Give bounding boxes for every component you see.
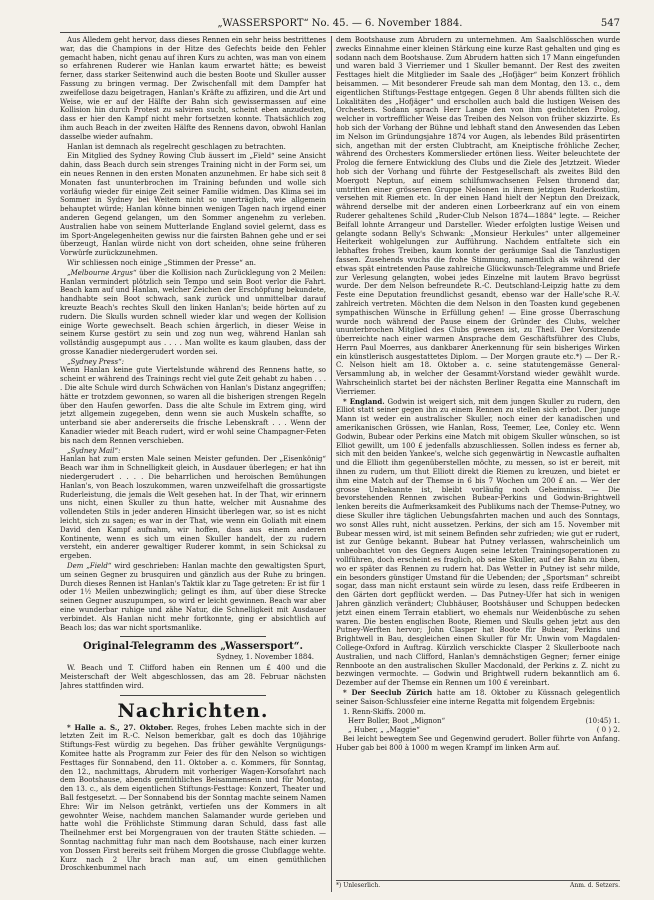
race-entrant: „ Huber, „ „Maggie“ bbox=[348, 726, 420, 735]
column-divider bbox=[331, 36, 332, 892]
race-result: ( 0 ) 2. bbox=[596, 726, 620, 735]
article-paragraph: Wir schliessen noch einige „Stimmen der Presse“ an. bbox=[67, 258, 256, 267]
race-entrant: Herr Boller, Boot „Mignon“ bbox=[348, 717, 446, 726]
news-item bbox=[60, 724, 326, 874]
news-item-heading: * England. bbox=[343, 396, 385, 406]
article-paragraph: dem Bootshause zum Abrudern zu unternehmen. Am Saalschlösschen wurde zwecks Einnahme einer kleinen Stärkung eine kurze Rast gehalten und ging es sodann nach dem Bootshause. Zum Abrudern hatten sich 17 Mann eingefunden und waren bald 3 Vierriemer und 1 Skuller bemannt. Der Rest des zweiten Festtages hielt die Mitglieder im Saale des „Hofjäger“ beim Konzert fröhlich beisammen. — Mit besonderer Freude sah man dem Montag, den 13. c., dem eigentlichen Stiftungs-Festtage entgegen. Gegen 8 Uhr abends füllten sich die Lokalitäten des „Hofjäger“ und erschollen auch bald die lustigen Weisen des Orchesters. Sodann sprach Herr Lange den von ihm gedichteten Prolog, welcher in vortrefflicher Weise das Treiben des Nelson von früher skizzirte. Es hob sich der Vorhang der Bühne und lebhaft stand den Anwesenden das Leben im Nelson im Gründungsjahre 1874 vor Augen, als lebendes Bild präsentirten sich, angethan mit der ersten Clubtracht, am Kneiptische fröhliche Zecher, während des Orchesters Kommerslieder ertönen liess. Weiter beleuchtete der Prolog die fernere Entwicklung des Clubs und die Ziele des Jetztzeit. Wieder hob sich der Vorhang und führte der Festgesellschaft als zweites Bild den Moergott Neptun, auf einem schilfumwachsenen Felsen thronend dar, umtritten einer grösseren Gruppe Nelsonen in ihrem jetzigen Ruderkostüm, versehen mit Riemen etc. In der einen Hand hielt der Neptun den Dreizack, während derselbe mit der anderen einen Lorbeerkranz auf ein von einem Ruderer gehaltenes Schild „Ruder-Club Nelson 1874—1884“ legte. — Reicher Beifall lohnte Arrangeur und Darsteller. Wieder erfolgten lustige Weisen und gelangte sodann Belly's Schwank: „Monsieur Herkules“ unter allgemeiner Heiterkeit wohlgelungen zur Aufführung. Nachdem entfaltete sich ein lebhaftes frohes Treiben, kaum konnte der geräumige Saal die Tanzlustigen fassen. Zusehends wuchs die frohe Stimmung, namentlich als während der etwas spät eintretenden Pause zahlreiche Glückwunsch-Telegramme und Briefe zur Verlesung gelangten, wobei jedes Einzelne mit lautem Bravo begrüsst wurde. Der dem Nelson befreundete R.-C. Deutschland-Leipzig hatte zu dem Feste eine Deputation freundlichst gesandt, ebenso war der Halle'sche R.-V. zahlreich vertreten. Möchten die dem Nelson in den Toasten kund gegebenen sympathischen Wünsche in Erfüllung gehen! — Eine grosse Überraschung wurde noch während der Pause einem der Gründer des Clubs, welcher ununterbrochen Mitglied des Clubs gewesen ist, zu Theil. Der Vorsitzende überreichte nach einer warmen Ansprache dem Geschäftsführer des Clubs, Herrn Paul Moerres, aus dankbarer Anerkennung für sein bisheriges Wirken ein künstlerisch ausgestattetes Diplom. — Der Morgen graute etc.*) — Der R.-C. Nelson hielt am 18. Oktober a. c. seine statutengemässe General-Versammlung ab, in welcher der Gesammt-Vorstand wieder gewählt wurde. Wahrscheinlich startet bei der nächsten Berliner Regatta eine Mannschaft im Vierriemer. bbox=[336, 36, 620, 396]
news-item-text: hatte am 18. Oktober zu Küssnach gelegentlich seiner Saison-Schlussfeier eine interne Regatta mit folgendem Ergebnis: bbox=[336, 688, 620, 706]
right-column bbox=[336, 36, 620, 892]
news-item-text: Godwin ist weigert sich, mit dem jungen Skuller zu rudern, den Elliot statt seiner gegen ihn zu einem Rennen zu stellen sich erbot. Der junge Mann ist weder ein australischer Skuller, noch einer der kanadischen und amerikanischen Grössen, wie Hanlan, Ross, Teemer, Lee, Conley etc. Wenn Godwin, Bubear oder Perkins eine Match mit obigem Skuller wünschen, so ist Elliot gewillt, um 100 £ jedenfalls abzuschliessen. Sollen indess es ferner ab, sich mit den beiden Yankee's, welche sich gegenwärtig in Newcastle aufhalten und die Elliott ihm gegenüberstellen möchte, zu messen, so ist er bereit, mit ihnen zu rudern, um thut Elliott direkt die Riemen zu kreuzen, und bietet er ihm eine Match auf der Themse in 6 bis 7 Wochen um 200 £ an. — Wer der grosse Unbekannte ist, bleibt vorläufig noch Geheimniss. — Die bevorstehenden Rennen zwischen Bubear-Perkins und Godwin-Brightwell lenken bereits die Aufmerksamkeit des Publikums nach der Themse-Putney, wo diese Skuller ihre täglichen Uebungsfahrten machen und auch des Sonntags, wo sonst Alles ruht, nicht aussetzen. Perkins, der sich am 15. November mit Bubear messen wird, ist mit seinem Befinden sehr zufrieden; wie gut er rudert, ist zur Genüge bekannt. Bubear hat Putney verlassen, wahrscheinlich um unbeobachtet von des Gegners Augen seine letzten Trainingsoperationen zu vollführen, doch erscheint es fraglich, ob seine Skuller, auf der Bahn zu üben, wo er später das Rennen zu rudern hat. Das Wetter in Putney ist sehr milde, ein besonders günstiger Umstand für die Uebenden; der „Sportsman“ schreibt sogar, dass man nicht erstaunt sein würde zu lesen, dass reife Erdbeeren in den Gärten dort gepflückt werden. — Das Putney-Ufer hat sich in wenigen Jahren gänzlich verändert; Clubhäuser, Bootshäuser und Schuppen bedecken jetzt einen einem Terrain etabliert, wo ehemals nur Weidenbüsche zu sehen waren. Die besten englischen Boote, Riemen und Skulls gehen jetzt aus den Putney-Werften hervor; John Clasper hat Boote für Bubear, Perkins und Brightwell in Bau, desgleichen einen Skuller für Mr. Unwin vom Magdalen-College-Oxford in Auftrag. Kürzlich verschickte Clasper 2 Skullerboote nach Australien, und nach Clifford, Hanlan's demnächstigen Gegner; ferner einige Rennboote an den australischen Skuller Macdonald, der Perkins z. Z. nicht zu bezwingen vermochte. — Godwin und Brightwell rudern bekanntlich am 6. Dezember auf der Themse ein Rennen um 100 £ vereinbart. bbox=[336, 397, 620, 688]
quote-source: „Melbourne Argus“ bbox=[67, 268, 137, 277]
press-quote bbox=[60, 358, 326, 446]
running-title: „WASSERSPORT“ No. 45. — 6. November 1884. bbox=[217, 18, 463, 29]
race-result: (10:45) 1. bbox=[585, 717, 620, 726]
page-number: 547 bbox=[600, 18, 620, 29]
news-item bbox=[336, 689, 620, 707]
quote-source: „Sydney Mail“: bbox=[67, 446, 121, 455]
telegram-dateline: Sydney, 1. November 1884. bbox=[216, 653, 314, 662]
press-quote bbox=[60, 269, 326, 357]
telegram-text: W. Beach und T. Clifford haben ein Rennen um £ 400 und die Meisterschaft der Welt abgeschlossen, das am 28. Februar nächsten Jahres stattfinden wird. bbox=[60, 664, 326, 690]
article-paragraph: Aus Alledem geht hervor, dass dieses Rennen ein sehr heiss bestrittenes war, das die Champions in der Hitze des Gefechts beide den Fehler gemacht haben, nicht genau auf ihren Kurs zu achten, was man von einem so erfahrenen Ruderer wie Hanlan kaum erwartet hätte; es beweist ferner, dass starker Seitenwind auch die besten Boote und Skuller ausser Fassung zu bringen vermag. Der Zwischenfall mit dem Dampfer hat zweifellose dazu beigetragen, Hanlan's Kräfte zu affiziren, und die Art und Weise, wie er auf der Hälfte der Bahn sich gewissermassen auf eine Kollision hin durch Protest zu salviren sucht, scheint eben anzudeuten, dass er hier den Kampf nicht mehr fortsetzen konnte. Thatsächlich zog ihm auch Beach in der zweiten Hälfte des Rennens davon, obwohl Hanlan dasselbe wieder aufnahm. bbox=[60, 36, 326, 141]
press-quote bbox=[60, 447, 326, 561]
telegram-heading: Original-Telegramm des „Wassersport“. bbox=[82, 641, 304, 653]
race-result-row bbox=[348, 717, 620, 726]
quote-text: Wenn Hanlan keine gute Viertelstunde während des Rennens hatte, so scheint er während des Trainings recht viel gute Zeit gehabt zu haben . . . . Die alte Schule wird durch Schwächen von Hanlan's Distanz angegriffen; hätte er trotzdem gewonnen, so waren all die bisherigen strengen Regeln über den Haufen geworfen. Dass die alte Schule im Extrem ging, wird jetzt allgemein zugegeben, denn wenn sie auch Muskeln schaffte, so unterband sie aber andererseits die frische Lebenskraft . . . Wenn der Kanadier wieder mit Beach rudert, wird er wohl seine Champagner-Feten bis nach dem Rennen verschieben. bbox=[60, 366, 326, 445]
race-result-row bbox=[348, 726, 620, 735]
article-paragraph: Hanlan ist demnach als regelrecht geschlagen zu betrachten. bbox=[67, 142, 286, 151]
race-title: 1. Renn-Skiffs. 2000 m. bbox=[343, 707, 426, 716]
quote-text: über die Kollision nach Zurücklegung von 2 Meilen: Hanlan vermindert plötzlich sein Tempo und sein Boot verlor die Fahrt. Beach kam auf und Hanlan, welcher Zeichen der Erschöpfung bekundete, handhabte sein Boot schwach, sank zurück und unmittelbar darauf kreuzte Beach's rechtes Skull den linken Hanlan's; beide hörten auf zu rudern. Die Skulls wurden schnell wieder klar und wegen der Kollision einige Worte gewechselt. Beach schien ärgerlich, in dieser Weise in seinem Kurse gestört zu sein und zog nun weg, während Hanlan sah vollständig ausgepumpt aus . . . . Man wollte es kaum glauben, dass der grosse Kanadier niedergerudert worden sei. bbox=[60, 268, 326, 356]
news-item bbox=[336, 398, 620, 688]
section-heading: Nachrichten. bbox=[117, 699, 269, 722]
quote-source: Dem „Field“ bbox=[67, 562, 112, 571]
quote-text: Hanlan hat zum ersten Male seinen Meister gefunden. Der „Eisenkönig“ Beach war ihm in Schnelligkeit gleich, in Ausdauer überlegen; er hat ihn niedergerudert . . . . Die beharrlichen und heroischen Bemühungen Hanlan's, von Beach loszukommen, waren unzweifelhaft die grossartigste Ruderleistung, die jemals die Welt gesehen hat. In der That, wir erinnern uns nicht, einen Skuller zu thun hatte, welcher mit Ausnahme des vollendeten Stils in jeder anderen Hinsicht überlegen war, so ist es nicht leicht, sich zu sagen; es war in der That, wie wenn ein Goliath mit einem David den Kampf aufnahm, wir hoffen, dass aus einem anderen Kontinente, wenn es sich um einen Skuller handelt, der zu rudern versteht, ein anderer gewaltiger Ruderer kommt, in sein Schicksal zu ergeben. bbox=[60, 455, 326, 561]
news-item-heading: * Der Seeclub Zürich bbox=[343, 687, 433, 697]
quote-text: wird geschrieben: Hanlan machte den gewaltigsten Spurt, um seinen Gegner zu brusquiren und gänzlich aus der Ruhe zu bringen. Durch dieses Rennen ist Hanlan's Taktik klar zu Tage getreten: Er ist für 1 oder 1½ Meilen unbezwinglich; gelingt es ihm, auf über diese Strecke seinen Gegner auszupumpen, so wird er leicht gewinnen. Beach war aber eine wunderbar ruhige und zähe Natur, die Schnelligkeit mit Ausdauer verbindet. Als Hanlan nicht mehr fortkonnte, ging er absichtlich auf Beach los; das war nicht sportsmanlike. bbox=[60, 562, 326, 632]
footnote-attribution: Anm. d. Setzers. bbox=[570, 882, 620, 889]
article-paragraph: Ein Mitglied des Sydney Rowing Club äussert im „Field“ seine Ansicht dahin, dass Beach durch sein strenges Training nicht in der Form sei, um ein neues Rennen in den ersten Monaten anzunehmen. Er habe sich seit 8 Monaten fast ununterbrochen im Training befunden und wolle sich vorläufig wieder für einige Zeit seiner Familie widmen. Das Klima sei im Sommer in Sydney bei Weitem nicht so unerträglich, wie allgemein behauptet würde; Hanlan könne binnen wenigen Tagen nach irgend einer anderen Gegend gelangen, um den Sommer angenehm zu verleben. Australien habe von seinem Mutterlande England soviel gelernt, dass es im Sport-Angelegenheiten gewiss nur die fairsten Bahnen gehe und er sei überzeugt, Hanlan würde nicht von dort scheiden, ohne seine früheren Vorwürfe zurückzunehmen. bbox=[60, 152, 326, 258]
race-note: Bei leicht bewegtem See und Gegenwind gerudert. Boller führte von Anfang. Huber gab bei 800 à 1000 m wegen Krampf im linken Arm auf. bbox=[336, 734, 620, 752]
footnote-text: *) Unleserlich. bbox=[336, 882, 381, 889]
news-item-text: Reges, frohes Leben machte sich in der letzten Zeit im R.-C. Nelson bemerkbar, galt es doch das 10jährige Stiftungs-Fest würdig zu begehen. Das früher gewählte Vergnügungs-Komitee hatte als Programm zur Feier des für den Nelson so wichtigen Festtages für Sonnabend, den 11. Oktober a. c. Kommers, für Sonntag, den 12., nachmittags, Abrudern mit vorheriger Wagen-Korsofahrt nach dem Bootshause, abends gemüthliches Beisammensein und für Montag, den 13. c., als dem eigentlichen Stiftungs-Festtage: Konzert, Theater und Ball festgesetzt. — Der Sonnabend bis der Sonntag machte seinem Namen Ehre: Wir im Nelson getränkt, vertiefen uns der Kommers in alt gewohnter Weise, nachdem manchen Salamander wurde gerieben und hatte wohl die Fröhlichste Stimmung daran Schuld, dass fast alle Theilnehmer erst bei Morgengrauen von der trauten Stätte schieden. — Sonntag nachmittag fuhr man nach dem Bootshause, nach einer kurzen von Dossen First bereits seit frühem Morgen die grosse Clubflagge wehte. Kurz nach 2 Uhr brach man auf, um einen gemüthlichen Droschkenbummel nach bbox=[60, 723, 326, 873]
section-divider bbox=[120, 695, 266, 696]
quote-source: „Sydney Press“: bbox=[67, 357, 125, 366]
left-column bbox=[60, 36, 326, 892]
section-divider bbox=[120, 636, 266, 637]
press-quote bbox=[60, 562, 326, 632]
footnote bbox=[336, 880, 620, 889]
news-item-heading: * Halle a. S., 27. Oktober. bbox=[67, 722, 174, 732]
page-header bbox=[60, 18, 620, 33]
